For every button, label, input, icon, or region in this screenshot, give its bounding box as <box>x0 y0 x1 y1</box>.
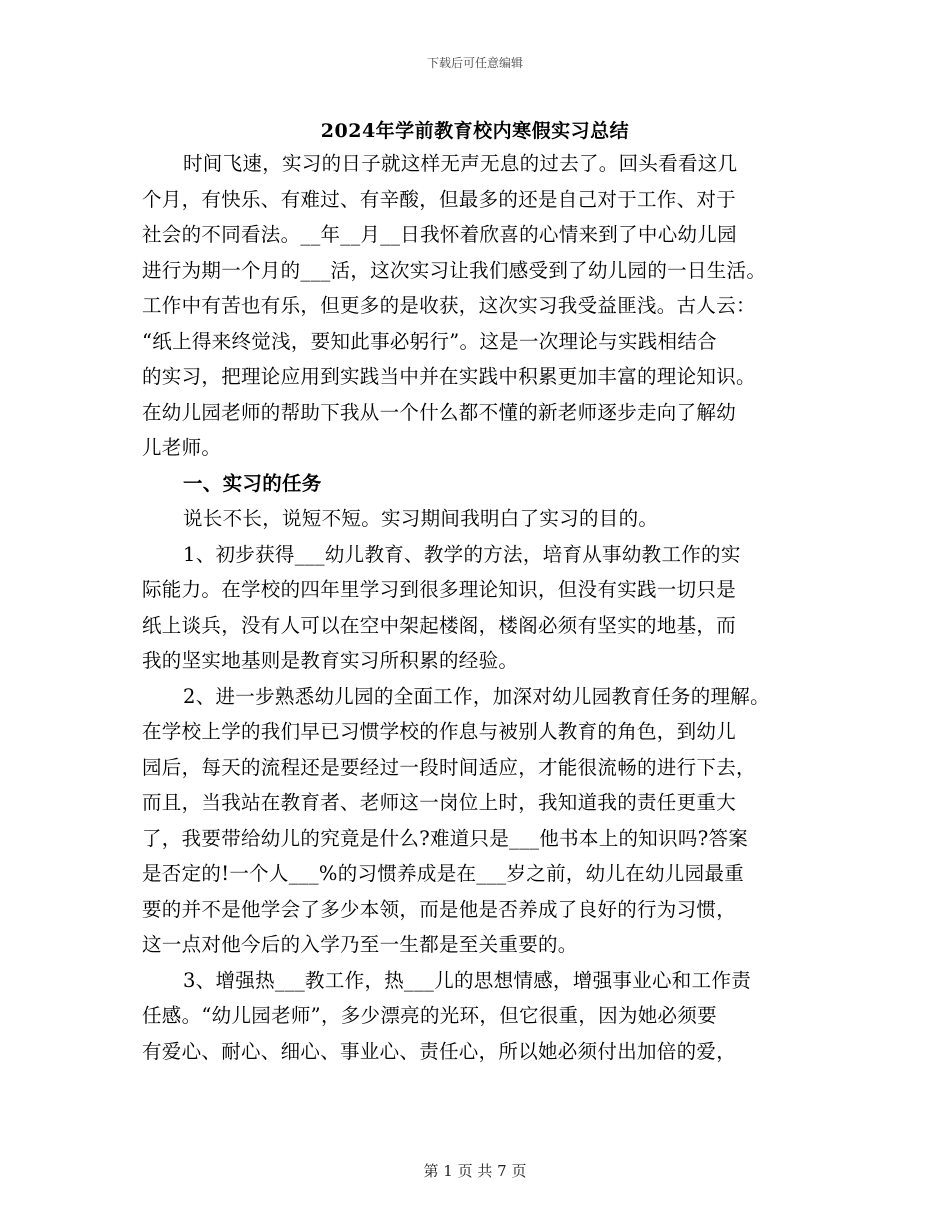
page-footer: 第 1 页 共 7 页 <box>423 1162 527 1180</box>
text-line: 2、进一步熟悉幼儿园的全面工作，加深对幼儿园教育任务的理解。 <box>183 684 770 708</box>
text-line: 纸上谈兵，没有人可以在空中架起楼阁，楼阁必须有坚实的地基，而 <box>142 613 737 637</box>
text-line: 社会的不同看法。__年__月__日我怀着欣喜的心情来到了中心幼儿园 <box>142 223 737 246</box>
text-line: 是否定的!一个人___%的习惯养成是在___岁之前，幼儿在幼儿园最重 <box>142 862 745 885</box>
section-heading: 一、实习的任务 <box>183 471 322 495</box>
text-line: “纸上得来终觉浅，要知此事必躬行”。这是一次理论与实践相结合 <box>142 329 717 353</box>
text-line: 有爱心、耐心、细心、事业心、责任心，所以她必须付出加倍的爱， <box>142 1039 737 1063</box>
text-line: 进行为期一个月的___活，这次实习让我们感受到了幼儿园的一日生活。 <box>142 258 767 282</box>
text-line: 个月，有快乐、有难过、有辛酸，但最多的还是自己对于工作、对于 <box>142 187 737 211</box>
text-line: 任感。“幼儿园老师”，多少漂亮的光环，但它很重，因为她必须要 <box>142 1004 717 1027</box>
document-title: 2024年学前教育校内寒假实习总结 <box>320 120 630 142</box>
text-line: 这一点对他今后的入学乃至一生都是至关重要的。 <box>142 933 578 956</box>
page-header: 下载后可任意编辑 <box>426 56 523 70</box>
document-body <box>142 146 812 1069</box>
text-line: 在学校上学的我们早已习惯学校的作息与被别人教育的角色，到幼儿 <box>142 720 737 743</box>
text-line: 说长不长，说短不短。实习期间我明白了实习的目的。 <box>183 507 659 530</box>
text-line: 园后，每天的流程还是要经过一段时间适应，才能很流畅的进行下去， <box>142 755 756 779</box>
text-line: 在幼儿园老师的帮助下我从一个什么都不懂的新老师逐步走向了解幼 <box>142 400 737 424</box>
text-line: 儿老师。 <box>142 436 222 459</box>
text-line: 工作中有苦也有乐，但更多的是收获，这次实习我受益匪浅。古人云： <box>142 294 756 317</box>
text-line: 际能力。在学校的四年里学习到很多理论知识，但没有实践一切只是 <box>142 578 737 601</box>
text-line: 1、初步获得___幼儿教育、教学的方法，培育从事幼教工作的实 <box>183 542 741 566</box>
text-line: 而且，当我站在教育者、老师这一岗位上时，我知道我的责任更重大 <box>142 791 737 814</box>
text-line: 要的并不是他学会了多少本领，而是他是否养成了良好的行为习惯， <box>142 897 737 921</box>
text-line: 我的坚实地基则是教育实习所积累的经验。 <box>142 649 519 672</box>
text-line: 了，我要带给幼儿的究竟是什么?难道只是___他书本上的知识吗?答案 <box>142 826 749 850</box>
text-line: 时间飞速，实习的日子就这样无声无息的过去了。回头看看这几 <box>183 152 738 175</box>
text-line: 3、增强热___教工作，热___儿的思想情感，增强事业心和工作责 <box>183 968 752 992</box>
text-line: 的实习，把理论应用到实践当中并在实践中积累更加丰富的理论知识。 <box>142 365 756 388</box>
